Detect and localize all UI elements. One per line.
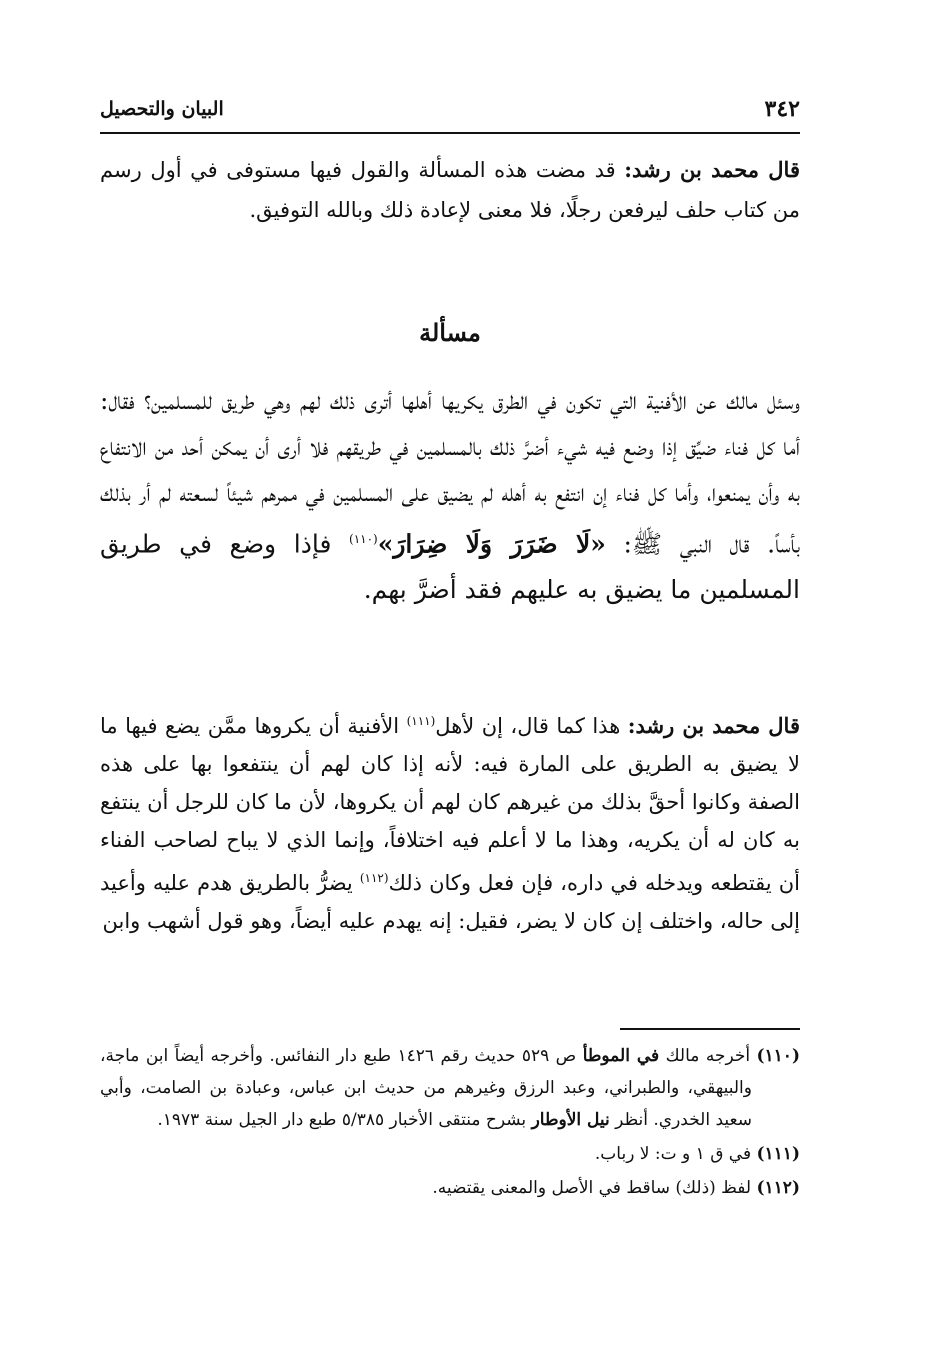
footnote-text: لفظ (ذلك) ساقط في الأصل والمعنى يقتضيه. — [432, 1178, 757, 1198]
footnote-text: بشرح منتقى الأخبار ٥/٣٨٥ طبع دار الجيل سنة ١٩٧٣. — [157, 1110, 532, 1130]
footnote-text: في ق ١ و ت: لا رباب. — [594, 1144, 757, 1164]
footnote-number: (١١٠) — [756, 1046, 800, 1066]
footnote-source-title: نيل الأوطار — [531, 1110, 610, 1130]
commentary-paragraph — [100, 702, 800, 940]
footnote-ref-110: (١١٠) — [349, 532, 378, 546]
commentary-paragraph-block — [100, 702, 800, 940]
footnote-source-title: في الموطأ — [582, 1046, 660, 1066]
question-paragraph-block — [100, 378, 800, 613]
commentary-text-3: يضرُّ بالطريق هدم عليه وأعيد إلى حاله، واختلف إن كان لا يضر، فقيل: إنه يهدم عليه أيضاً، وهو قول أشهب وابن — [100, 871, 800, 933]
footnote-ref-112: (١١٢) — [359, 871, 389, 885]
section-heading: مسألة — [419, 318, 481, 347]
commentary-text-2: الأفنية أن يكروها ممَّن يضع فيها ما لا يضيق به الطريق على المارة فيه: لأنه إذا كان لهم أن ينتفعوا بها على هذه الصفة وكانوا أحقَّ بذلك من غيرهم كان لهم أن يكروها، لأن ما كان للرجل أن ينتفع به كان له أن يكريه، وهذا ما لا أعلم فيه اختلافاً، وإنما الذي لا يباح لصاحب الفناء أن يقتطعه ويدخله في داره، فإن فعل وكان ذلك — [100, 714, 800, 895]
intro-text: قد مضت هذه المسألة والقول فيها مستوفى في أول رسم من كتاب حلف ليرفعن رجلًا، فلا معنى لإعادة ذلك وبالله التوفيق. — [100, 158, 800, 222]
question-text-after: فإذا وضع في طريق المسلمين ما يضيق به عليهم فقد أضرَّ بهم. — [100, 529, 800, 605]
hadith-quote: «لَا ضَرَرَ وَلَا ضِرَارَ» — [377, 529, 606, 559]
header-divider — [100, 132, 800, 134]
footnote-number: (١١٢) — [756, 1178, 800, 1198]
footnote-ref-111: (١١١) — [406, 714, 436, 728]
footnotes-section — [100, 1040, 800, 1206]
intro-lead: قال محمد بن رشد: — [624, 157, 800, 182]
footnote-112 — [100, 1172, 800, 1204]
page-header — [100, 92, 800, 132]
commentary-lead: قال محمد بن رشد: — [627, 713, 800, 738]
intro-paragraph — [100, 150, 800, 230]
commentary-text-1: هذا كما قال، إن لأهل — [435, 714, 628, 738]
footnote-number: (١١١) — [756, 1144, 800, 1164]
running-title: البيان والتحصيل — [100, 98, 224, 120]
footnote-text: أخرجه مالك — [659, 1046, 757, 1066]
page-number: ٣٤٢ — [764, 96, 800, 122]
footnote-111 — [100, 1138, 800, 1170]
intro-paragraph-block — [100, 150, 800, 230]
footnote-divider — [620, 1028, 800, 1030]
footnote-110 — [100, 1040, 800, 1136]
question-text-before: وسئل مالك عن الأفنية التي تكون في الطرق يكريها أهلها أترى ذلك لهم وهي طريق للمسلمين؟ فقال: أما كل فناء ضيِّق إذا وضع فيه شيء أضرَّ ذلك بالمسلمين في طريقهم فلا أرى أن يمكن أحد من الانتفاع به وأن يمنعوا، وأما كل فناء إن انتفع به أهله لم يضيق على المسلمين في ممرهم شيئاً لسعته لم أر بذلك بأساً. قال النبي ﷺ: — [100, 386, 800, 559]
footnote-text: ص ٥٢٩ حديث رقم ١٤٢٦ طبع دار النفائس. وأخرجه أيضاً ابن ماجة، والبيهقي، والطبراني، وعبد الرزق وغيرهم من حديث ابن عباس، وعبادة بن الصامت، وأبي سعيد الخدري. أنظر — [100, 1046, 752, 1130]
question-paragraph — [100, 378, 800, 613]
